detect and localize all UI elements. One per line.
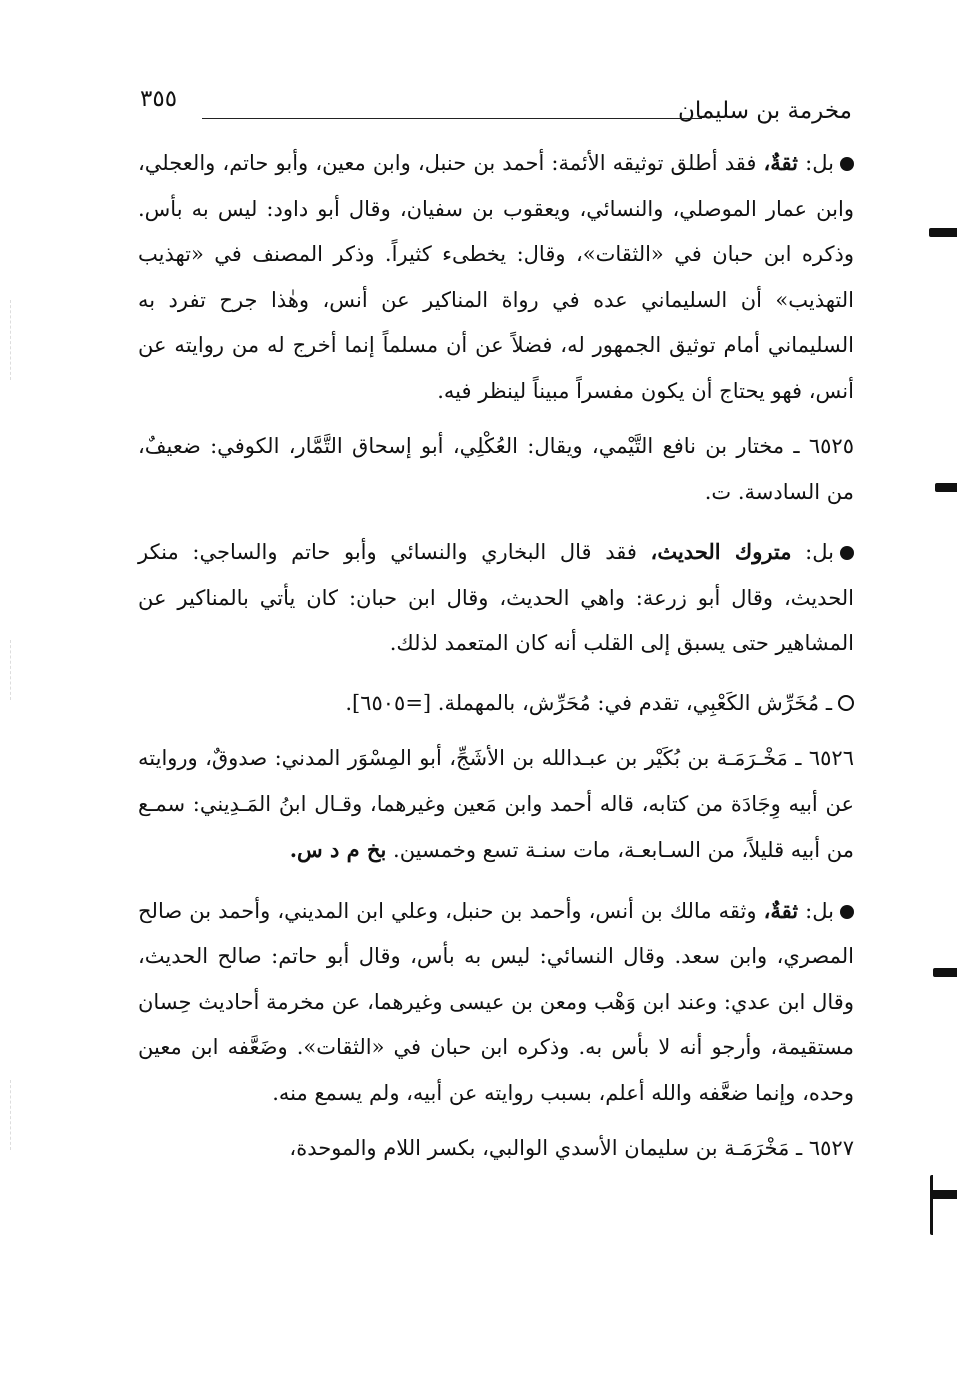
scan-edge-mark — [933, 968, 957, 977]
page-number: ٣٥٥ — [140, 86, 178, 112]
scan-edge-mark — [929, 228, 957, 237]
header-rule — [202, 118, 702, 119]
comment-text: فقد أطلق توثيقه الأئمة: أحمد بن حنبل، وابن معين، وأبو حاتم، والعجلي، وابن عمار الموصلي، والنسائي، ويعقوب بن سفيان، وقال أبو داود: ليس به بأس. وذكره ابن حبان في «الثقات»، وقال: يخطىء كثيراً. وذكر المصنف في «تهذيب التهذيب» أن السليماني عده في رواة المناكير عن أنس، وهٰذا جرح تفرد به السليماني أمام توثيق الجمهور له، فضلاً عن أن مسلماً إنما أخرج له من روايته عن أنس، فهو يحتاج أن يكون مفسراً مبيناً لينظر فيه. — [138, 151, 854, 403]
scan-margin-dashes — [10, 300, 11, 380]
comment-lead: بل: — [805, 540, 834, 564]
comment-paragraph — [138, 140, 854, 414]
crossref-paragraph — [138, 681, 854, 727]
entry-text: ـ مختار بن نافع التَّيْمي، ويقال: العُكْلِي، أبو إسحاق التَّمَّار، الكوفي: ضعيفٌ، من السادسة. ت. — [138, 434, 854, 504]
comment-verdict: ثقةٌ، — [763, 897, 799, 923]
entry-paragraph — [138, 1126, 854, 1172]
scan-edge-mark — [931, 1190, 957, 1199]
entry-text: ـ مَخْـرَمَـة بن بُكَيْر بن عبـدالله بن الأشَجِّ، أبو المِسْوَر المدني: صدوقٌ، وروايته عن أبيه وِجَادَة من كتابه، قاله أحمد وابن مَعين وغيرهما، وقـال ابنُ المَـدِيني: سمـع من أبيه قليلاً، من السـابعـة، مات سنـة تسع وخمسين. — [138, 746, 854, 862]
comment-paragraph — [138, 529, 854, 667]
page-body — [138, 140, 854, 1172]
entry-number: ٦٥٢٥ — [808, 434, 854, 458]
entry-number: ٦٥٢٧ — [808, 1136, 854, 1160]
scan-edge-mark — [935, 483, 957, 492]
bullet-dot-icon — [840, 905, 854, 919]
scan-margin-dashes — [10, 1080, 11, 1150]
bullet-dot-icon — [840, 157, 854, 171]
comment-text: فقد قال البخاري والنسائي وأبو حاتم والساجي: منكر الحديث، وقال أبو زرعة: واهي الحديث، وقال ابن حبان: كان يأتي بالمناكير عن المشاهير حتى يسبق إلى القلب أنه كان المتعمد لذلك. — [138, 540, 854, 655]
scan-edge-mark — [930, 1175, 933, 1235]
comment-text: وثقه مالك بن أنس، وأحمد بن حنبل، وعلي ابن المديني، وأحمد بن صالح المصري، وابن سعد. وقال النسائي: ليس به بأس، وقال أبو حاتم: صالح الحديث، وقال ابن عدي: وعند ابن وَهْب ومعن بن عيسى وغيرهما، عن مخرمة أحاديث حِسان مستقيمة، وأرجو أنه لا بأس به. وذكره ابن حبان في «الثقات». وضَعَّفه ابن معين وحده، وإنما ضعَّفه والله أعلم، بسبب روايته عن أبيه، ولم يسمع منه. — [138, 898, 854, 1105]
comment-lead: بل: — [805, 151, 834, 175]
entry-text: ـ مَخْرَمَـة بن سليمان الأسدي الوالبي، بكسر اللام والموحدة، — [289, 1136, 803, 1160]
running-title: مخرمة بن سليمان — [677, 98, 852, 124]
crossref-text: ـ مُخَرِّش الكَعْبِي، تقدم في: مُحَرِّش، بالمهملة. [=٦٥٠٥]. — [345, 690, 832, 715]
entry-paragraph — [138, 736, 854, 874]
entry-paragraph — [138, 424, 854, 515]
comment-paragraph — [138, 888, 854, 1117]
entry-number: ٦٥٢٦ — [808, 746, 854, 770]
entry-sigla: بخ م د س. — [289, 837, 387, 862]
scan-margin-dashes — [10, 640, 11, 700]
running-header — [140, 88, 852, 136]
comment-verdict: ثقةٌ، — [763, 150, 799, 175]
comment-verdict: متروك الحديث، — [650, 539, 792, 564]
bullet-dot-icon — [840, 546, 854, 560]
comment-lead: بل: — [805, 898, 834, 923]
hollow-circle-icon — [838, 695, 854, 711]
